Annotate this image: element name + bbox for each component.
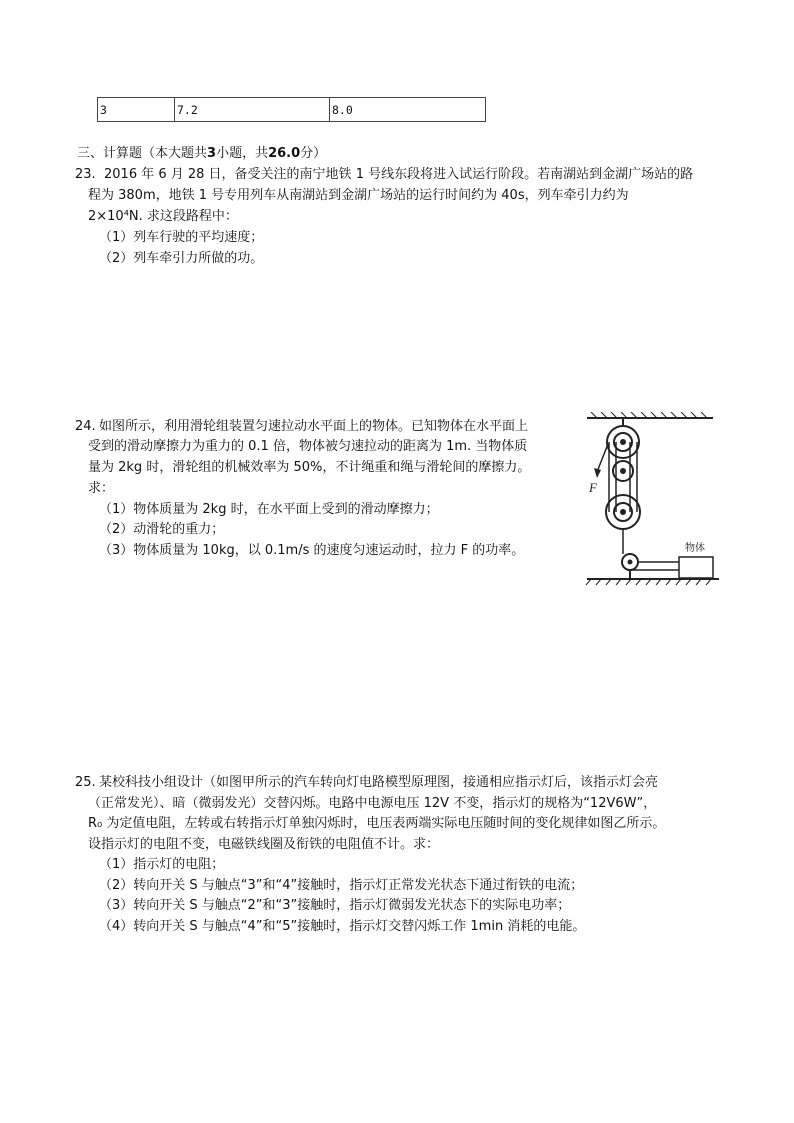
ground: [586, 579, 719, 585]
force-label: F: [589, 480, 597, 495]
question-text-line: 设指示灯的电阻不变，电磁铁线圈及衔铁的电阻值不计。求：: [88, 837, 440, 852]
question-text-line: 量为 2kg 时，滑轮组的机械效率为 50%，不计绳重和绳与滑轮间的摩擦力。: [88, 460, 531, 475]
question-subpart: （1）列车行驶的平均速度；: [99, 230, 264, 245]
question-text-line: R₀ 为定值电阻，左转或右转指示灯单独闪烁时，电压表两端实际电压随时间的变化规律如图乙所示。: [88, 816, 666, 831]
question-text-line: 程为 380m，地铁 1 号专用列车从南湖站到金湖广场站的运行时间约为 40s，列车牵引力约为: [88, 188, 629, 203]
question-text-line: 2016 年 6 月 28 日，备受关注的南宁地铁 1 号线东段将进入试运行阶段。若南湖站到金湖广场站的路: [104, 167, 694, 182]
table-cell: 7.2: [175, 98, 330, 122]
question-text-line: 某校科技小组设计（如图甲所示的汽车转向灯电路模型原理图，接通相应指示灯后，该指示灯会亮: [99, 775, 659, 790]
pulley-system-figure: [585, 412, 725, 588]
object-block: [679, 557, 713, 578]
question-text-line: 2×10⁴N. 求这段路程中：: [88, 209, 238, 224]
table-cell: 8.0: [330, 98, 486, 122]
question-number: 24.: [75, 419, 96, 434]
question-subpart: （3）物体质量为 10kg，以 0.1m/s 的速度匀速运动时，拉力 F 的功率。: [99, 543, 525, 558]
question-text-line: 求：: [88, 481, 115, 496]
object-label: 物体: [685, 543, 705, 554]
section-question-count: 3: [207, 146, 217, 161]
section-heading-prefix: 三、计算题（本大题共: [77, 146, 208, 161]
section-points: 26.0: [268, 146, 301, 161]
question-number: 25.: [75, 775, 96, 790]
movable-pulley: [606, 495, 640, 529]
force-arrow-icon: [594, 468, 601, 478]
section-heading-suffix: 分）: [300, 146, 327, 161]
ground-pulley: [622, 554, 638, 578]
question-subpart: （1）物体质量为 2kg 时，在水平面上受到的滑动摩擦力；: [99, 502, 439, 517]
data-table: [97, 97, 486, 122]
table-cell: 3: [98, 98, 175, 122]
question-subpart: （3）转向开关 S 与触点“2”和“3”接触时，指示灯微弱发光状态下的实际电功率；: [99, 898, 571, 913]
question-subpart: （2）列车牵引力所做的功。: [99, 251, 264, 266]
fixed-pulley: [607, 426, 639, 458]
section-heading: [77, 145, 326, 162]
question-text-line: 如图所示，利用滑轮组装置匀速拉动水平面上的物体。已知物体在水平面上: [99, 419, 529, 434]
table-row: [98, 98, 486, 122]
question-subpart: （2）动滑轮的重力；: [99, 522, 225, 537]
question-subpart: （4）转向开关 S 与触点“4”和“5”接触时，指示灯交替闪烁工作 1min 消耗的电能。: [99, 919, 586, 934]
question-text-line: （正常发光）、暗（微弱发光）交替闪烁。电路中电源电压 12V 不变，指示灯的规格为“12V6W”，: [88, 796, 657, 811]
question-subpart: （2）转向开关 S 与触点“3”和“4”接触时，指示灯正常发光状态下通过衔铁的电流；: [99, 878, 584, 893]
pull-rope: [597, 444, 608, 472]
question-text-line: 受到的滑动摩擦力为重力的 0.1 倍，物体被匀速拉动的距离为 1m. 当物体质: [88, 439, 528, 454]
section-heading-middle: 小题，共: [216, 146, 269, 161]
question-subpart: （1）指示灯的电阻；: [99, 857, 225, 872]
question-number: 23.: [75, 167, 96, 182]
ceiling-support: [587, 412, 713, 418]
